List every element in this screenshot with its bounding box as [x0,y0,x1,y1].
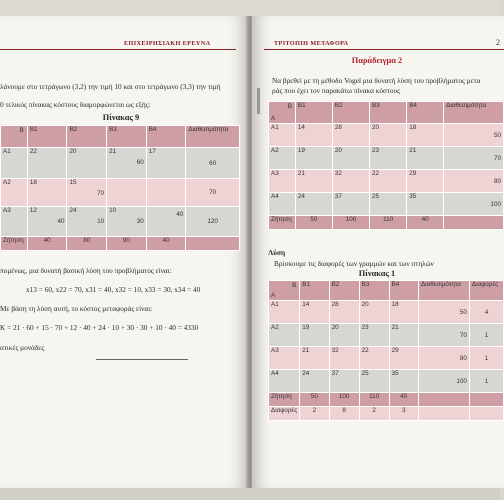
availability-cell: 70 [418,324,469,347]
demand-row [269,216,504,230]
column-header: Διαθεσιμότητα [186,126,240,148]
cost-cell: 21 [389,324,418,347]
column-header: Διαθεσιμότητα [418,281,469,301]
difference-empty-cell [469,407,503,421]
left-header-rule [0,49,236,50]
corner-a-label: A [271,292,276,299]
demand-cell: 40 [27,237,67,251]
column-difference-cell: 3 [389,407,418,421]
cost-cell: 20 [67,148,107,179]
left-text-after-3: ατικές μονάδες [0,343,45,352]
table-row [269,193,504,216]
demand-cell: 100 [329,393,359,407]
difference-label: Διαφορές [269,407,300,421]
demand-empty-cell [186,237,240,251]
cost-cell: 24 [300,370,329,393]
demand-empty-cell [444,216,504,230]
cost-cell [107,179,147,207]
row-label: A2 [1,179,28,207]
column-header: B3 [359,281,389,301]
cost-cell: 18 [407,124,444,147]
cost-cell: 14 [300,301,329,324]
solution-text: Βρίσκουμε τις διαφορές των γραμμών και των στηλών [274,259,434,268]
demand-label: Ζήτηση [269,393,300,407]
row-label: A1 [269,301,300,324]
cost-cell: 22 [359,347,389,370]
cost-cell: 22 [27,148,67,179]
corner-b-label: B [292,282,297,289]
corner-b-label: B [287,103,292,110]
row-label: A4 [269,193,296,216]
demand-cell: 80 [67,237,107,251]
row-difference-cell: 1 [469,324,503,347]
demand-cell: 100 [332,216,369,230]
demand-row [269,393,504,407]
cost-cell: 28 [329,301,359,324]
row-difference-cell: 1 [469,370,503,393]
row-label: A1 [269,124,296,147]
page-number: 2 [496,38,500,47]
table-row [1,207,240,237]
cost-cell: 19 [295,147,332,170]
corner-cell [1,126,28,148]
table-row [1,148,240,179]
table-row [269,301,504,324]
availability-cell: 70 [186,179,240,207]
cost-cell: 37 [329,370,359,393]
row-difference-cell: 1 [469,347,503,370]
column-header: B1 [295,102,332,124]
cost-cell: 29 [389,347,418,370]
availability-cell: 60 [186,148,240,179]
availability-cell: 80 [444,170,504,193]
column-difference-cell: 2 [359,407,389,421]
cost-cell: 18 [27,179,67,207]
demand-cell: 40 [389,393,418,407]
cost-cell: 32 [329,347,359,370]
cost-cell: 17 [146,148,186,179]
column-header: B4 [407,102,444,124]
cost-cell: 23 [370,147,407,170]
cost-cell: 24 10 [67,207,107,237]
left-divider-rule [96,359,188,360]
cost-cell: 20 [329,324,359,347]
availability-cell: 100 [444,193,504,216]
column-header: B3 [107,126,147,148]
column-header: B2 [329,281,359,301]
cost-cell: 12 40 [27,207,67,237]
example-intro-line-1: Να βρεθεί με τη μέθοδο Vogel μια δυνατή λύση του προβλήματος μετα [272,76,481,85]
corner-cell [269,102,296,124]
cost-cell: 22 [370,170,407,193]
example-title: Παράδειγμα 2 [351,56,403,65]
left-text-after-1: πομένως, μια δυνατή βασική λύση του προβλήματος είναι: [0,266,172,275]
cost-cell: 23 [359,324,389,347]
corner-cell [269,281,300,301]
demand-empty-cell [469,393,503,407]
column-header: B4 [389,281,418,301]
demand-cell: 50 [300,393,329,407]
table-row [269,147,504,170]
row-label: A4 [269,370,300,393]
cost-cell: 28 [332,124,369,147]
demand-label: Ζήτηση [269,216,296,230]
column-difference-row [269,407,504,421]
demand-cell: 90 [107,237,147,251]
column-difference-cell: 8 [329,407,359,421]
column-header: B1 [300,281,329,301]
corner-a-label: A [271,115,276,122]
row-label: A3 [269,347,300,370]
demand-cell: 110 [359,393,389,407]
cost-table-9 [0,125,240,251]
left-text-after-2: Με βάση τη λύση αυτή, το κόστος μεταφοράς είναι: [0,304,153,313]
left-running-head: ΕΠΙΧΕΙΡΗΣΙΑΚΗ ΕΡΕΥΝΑ [124,40,211,47]
example-intro-line-2: ράς που έχει τον παρακάτω πίνακα κόστους [272,86,400,95]
cost-cell: 21 [295,170,332,193]
demand-cell: 40 [146,237,186,251]
row-label: A3 [269,170,296,193]
cost-cell: 18 [389,301,418,324]
cost-cell: 21 60 [107,148,147,179]
demand-empty-cell [418,393,469,407]
table-row [269,324,504,347]
row-difference-cell: 4 [469,301,503,324]
left-text-line-1: λάνουμε στο τετράγωνο (3,2) την τιμή 10 και στο τετράγωνο (3,3) την τιμή [0,82,221,91]
corner-b-label: B [19,127,24,134]
open-book [0,16,504,488]
cost-cell: 21 [300,347,329,370]
cost-cell: 10 30 [107,207,147,237]
demand-row [1,237,240,251]
cost-table-example [268,101,504,230]
cost-cell: 20 [332,147,369,170]
cost-cell: 15 70 [67,179,107,207]
cost-cell: 35 [389,370,418,393]
column-header: Διαθεσιμότητα [444,102,504,124]
row-label: A2 [269,147,296,170]
cost-cell: 29 [407,170,444,193]
row-label: A2 [269,324,300,347]
cost-cell: 24 [295,193,332,216]
difference-empty-cell [418,407,469,421]
demand-cell: 40 [407,216,444,230]
cost-cell: 20 [359,301,389,324]
column-header: Διαφορές [469,281,503,301]
availability-cell: 80 [418,347,469,370]
table-row [269,170,504,193]
right-page [252,16,504,488]
demand-cell: 110 [370,216,407,230]
solution-label: Λύση [268,248,286,257]
availability-cell: 50 [444,124,504,147]
left-page [0,16,248,488]
formula-cost: K = 21 · 60 + 15 · 70 + 12 · 40 + 24 · 10 + 30 · 30 + 10 · 40 = 4330 [0,323,199,332]
cost-cell [146,179,186,207]
cost-cell: 40 [146,207,186,237]
cost-cell: 14 [295,124,332,147]
column-header: B2 [332,102,369,124]
margin-marker [257,88,260,114]
cost-cell: 37 [332,193,369,216]
table-row [269,347,504,370]
column-difference-cell: 2 [300,407,329,421]
availability-cell: 120 [186,207,240,237]
cost-cell: 32 [332,170,369,193]
cost-cell: 35 [407,193,444,216]
cost-cell: 25 [359,370,389,393]
row-label: A3 [1,207,28,237]
right-running-head: ΤΡΙΤΟΠΙΗ ΜΕΤΑΦΟΡΑ [274,40,349,47]
availability-cell: 50 [418,301,469,324]
table-1-title: Πίνακας 1 [358,269,396,278]
right-header-rule [264,49,504,50]
cost-cell: 21 [407,147,444,170]
availability-cell: 70 [444,147,504,170]
table-row [269,370,504,393]
vogel-table-1 [268,280,504,421]
row-label: A1 [1,148,28,179]
demand-label: Ζήτηση [1,237,28,251]
formula-basic-solution: x13 = 60, x22 = 70, x31 = 40, x32 = 10, x33 = 30, x34 = 40 [26,285,201,294]
column-header: B4 [146,126,186,148]
column-header: B3 [370,102,407,124]
cost-cell: 20 [370,124,407,147]
table-row [269,124,504,147]
left-table-title: Πίνακας 9 [102,113,140,122]
demand-cell: 50 [295,216,332,230]
column-header: B1 [27,126,67,148]
availability-cell: 100 [418,370,469,393]
table-row [1,179,240,207]
column-header: B2 [67,126,107,148]
left-text-line-2: 0 τελικός πίνακας κόστους διαμορφώνεται ως εξής: [0,100,151,109]
cost-cell: 25 [370,193,407,216]
cost-cell: 19 [300,324,329,347]
